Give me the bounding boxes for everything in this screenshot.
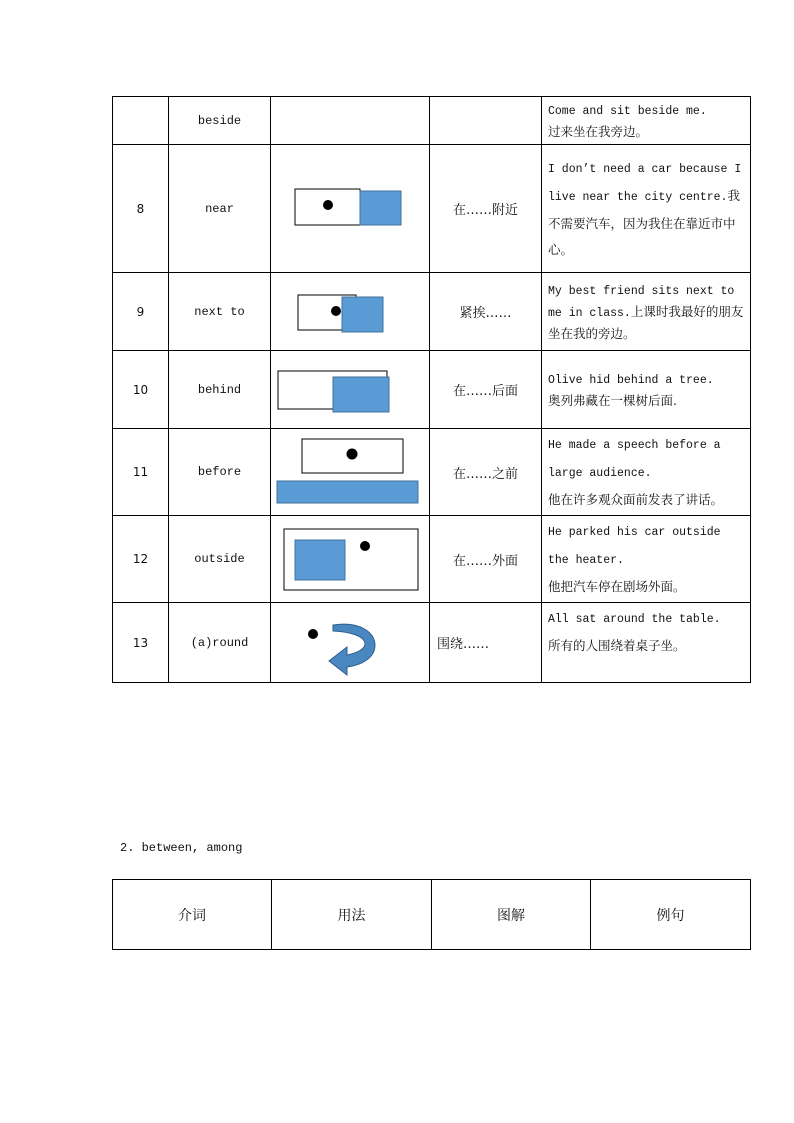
table-row [113,351,751,429]
meaning-cell: 在……后面 [430,351,542,429]
diagram-cell [271,429,430,516]
diagram-cell [271,603,430,683]
blue-block [295,540,345,580]
outside-diagram [271,524,430,594]
dot [308,629,318,639]
dot [323,200,333,210]
header-preposition: 介词 [113,880,272,950]
dot [360,541,370,551]
example-english: All sat around the table. [548,613,721,626]
table-row [113,603,751,683]
example-cell [542,603,751,683]
row-number: 11 [113,429,169,516]
blue-block [277,481,418,503]
header-usage: 用法 [272,880,432,950]
row-number: 8 [113,145,169,273]
between-among-table [112,879,751,950]
example-cell [542,351,751,429]
row-number: 12 [113,516,169,603]
preposition-word: behind [169,351,271,429]
example-chinese: 我不需要汽车，因为我住在靠近市中心。 [548,187,740,257]
dot [347,449,358,460]
table-row [113,97,751,145]
example-cell [542,516,751,603]
meaning-cell: 在……之前 [430,429,542,516]
row-number: 10 [113,351,169,429]
meaning-cell: 在……附近 [430,145,542,273]
row-number: 9 [113,273,169,351]
before-diagram [271,434,430,510]
curved-arrow-icon [329,624,375,675]
row-number: 13 [113,603,169,683]
example-chinese: 所有的人围绕着桌子坐。 [548,638,686,653]
example-english: I don’t need a car because I live near the city centre. [548,162,742,204]
dot [331,306,341,316]
example-chinese: 奥列弗藏在一棵树后面. [548,392,677,408]
example-chinese: 过来坐在我旁边。 [548,123,649,139]
diagram-cell [271,273,430,351]
behind-diagram [271,360,430,420]
example-cell [542,145,751,273]
next-to-diagram [271,282,430,342]
preposition-word: outside [169,516,271,603]
blue-block [342,297,383,332]
example-english: He parked his car outside the heater. [548,526,721,567]
table-row [113,516,751,603]
blue-block [360,191,401,225]
meaning-cell [430,97,542,145]
table-row [113,145,751,273]
header-example: 例句 [591,880,751,950]
section-heading: 2. between, among [120,841,243,855]
preposition-word: (a)round [169,603,271,683]
example-english: He made a speech before a large audience. [548,439,721,480]
blue-block [333,377,389,412]
table-row [113,273,751,351]
around-diagram [271,607,430,679]
example-chinese: 上课时我最好的朋友坐在我的旁边。 [548,303,744,341]
example-chinese: 他把汽车停在剧场外面。 [548,579,686,594]
example-english: Come and sit beside me. [548,104,707,118]
example-chinese: 他在许多观众面前发表了讲话。 [548,492,724,507]
example-cell [542,97,751,145]
row-number [113,97,169,145]
header-diagram: 图解 [432,880,591,950]
preposition-word: next to [169,273,271,351]
example-english: My best friend sits next to me in class. [548,284,735,320]
diagram-cell [271,97,430,145]
diagram-cell [271,351,430,429]
table-header-row [113,880,751,950]
meaning-cell: 围绕…… [430,603,542,683]
meaning-cell: 在……外面 [430,516,542,603]
preposition-table [112,96,751,683]
diagram-cell [271,516,430,603]
preposition-word: beside [169,97,271,145]
near-diagram [271,169,430,249]
example-english: Olive hid behind a tree. [548,373,714,387]
table-row [113,429,751,516]
diagram-cell [271,145,430,273]
preposition-word: near [169,145,271,273]
preposition-word: before [169,429,271,516]
example-cell [542,429,751,516]
meaning-cell: 紧挨…… [430,273,542,351]
example-cell [542,273,751,351]
